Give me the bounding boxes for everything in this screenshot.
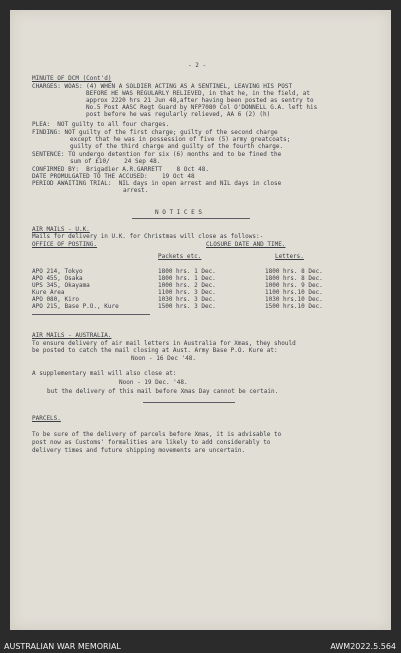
air-mails-uk-intro: Mails for delivery in U.K. for Christmas will close as follows:- [32,233,264,240]
table-cell-letters: 1100 hrs.10 Dec. [265,289,323,296]
parcels-text: delivery times and future shipping movements are uncertain. [32,447,246,454]
table-cell-letters: 1800 hrs. 8 Dec. [265,275,323,282]
table-cell-office: APO 214, Tokyo [32,268,83,275]
table-cell-letters: 1030 hrs.10 Dec. [265,296,323,303]
table-cell-office: APO 080, Kiro [32,296,79,303]
charges-line: No.5 Post AASC Regt Guard by NFP7080 Col O'DONNELL G.A. left his [86,104,318,111]
table-cell-packets: 1800 hrs. 1 Dec. [158,275,216,282]
table-cell-packets: 1800 hrs. 1 Dec. [158,268,216,275]
page-number: - 2 - [188,62,207,69]
air-mails-au-time: Noon - 16 Dec '48. [131,355,197,362]
archive-footer [0,634,401,653]
air-mails-au-time: Noon - 19 Dec. '48. [119,379,188,386]
table-cell-office: APO 455, Osaka [32,275,83,282]
table-cell-office: UPS 345, Okayama [32,282,90,289]
minute-heading: MINUTE OF DCM (Cont'd) [32,75,112,82]
divider [143,402,235,403]
charges-line: BEFORE HE WAS REGULARLY RELIEVED, in that he, in the field, at [86,90,310,97]
parcels-heading: PARCELS. [32,415,61,422]
footer-institution: AUSTRALIAN WAR MEMORIAL [4,642,121,651]
air-mails-au-heading: AIR MAILS - AUSTRALIA. [32,332,112,339]
letters-header: Letters. [275,253,304,260]
finding-line: guilty of the third charge and guilty of the fourth charge. [70,143,284,150]
closure-header: CLOSURE DATE AND TIME. [206,241,286,248]
notices-heading: N O T I C E S [155,209,202,216]
document-page [10,10,391,630]
promulgated-line: DATE PROMULGATED TO THE ACCUSED: 19 Oct 48 [32,173,195,180]
table-cell-packets: 1030 hrs. 3 Dec. [158,296,216,303]
finding-line: except that he was in possession of five (5) army greatcoats; [70,136,291,143]
divider [32,314,150,315]
packets-header: Packets etc. [158,253,202,260]
footer-accession-number: AWM2022.5.564 [330,642,396,651]
table-cell-office: Kure Area [32,289,65,296]
table-cell-office: APO 215, Base P.O., Kure [32,303,119,310]
plea-line: PLEA: NOT guilty to all four charges. [32,121,170,128]
parcels-text: To be sure of the delivery of parcels before Xmas, it is advisable to [32,431,282,438]
finding-line: FINDING: NOT guilty of the first charge; guilty of the second charge [32,129,278,136]
table-cell-letters: 1500 hrs.10 Dec. [265,303,323,310]
air-mails-au-text: A supplementary mail will also close at: [32,370,177,377]
charges-line: post before he was regularly relieved, AA 6 (2) (h) [86,111,271,118]
table-cell-packets: 1500 hrs. 3 Dec. [158,303,216,310]
charges-line: approx 2220 hrs 21 Jun 48,after having been posted as sentry to [86,97,314,104]
charges-line: CHARGES: WOAS: (4) WHEN A SOLDIER ACTING AS A SENTINEL, LEAVING HIS POST [32,83,293,90]
air-mails-au-text: but the delivery of this mail before Xmas Day cannot be certain. [47,388,279,395]
divider [132,218,250,219]
air-mails-au-text: To ensure delivery of air mail letters in Australia for Xmas, they should [32,340,296,347]
sentence-line: SENTENCE: TO undergo detention for six (6) months and to be fined the [32,151,282,158]
period-line: arrest. [123,187,149,194]
table-cell-letters: 1800 hrs. 8 Dec. [265,268,323,275]
office-header: OFFICE OF POSTING. [32,241,98,248]
air-mails-uk-heading: AIR MAILS - U.K. [32,226,90,233]
confirmed-line: CONFIRMED BY: Brigadier A.R.GARRETT 8 Oct 48. [32,166,210,173]
table-cell-packets: 1100 hrs. 3 Dec. [158,289,216,296]
table-cell-letters: 1000 hrs. 9 Dec. [265,282,323,289]
parcels-text: post now as Customs' formalities are likely to add considerably to [32,439,271,446]
table-cell-packets: 1000 hrs. 2 Dec. [158,282,216,289]
period-line: PERIOD AWAITING TRIAL: NIL days in open arrest and NIL days in close [32,180,282,187]
sentence-line: sum of £10/ 24 Sep 48. [70,158,161,165]
air-mails-au-text: be posted to catch the mail closing at Aust. Army Base P.O. Kure at: [32,347,278,354]
